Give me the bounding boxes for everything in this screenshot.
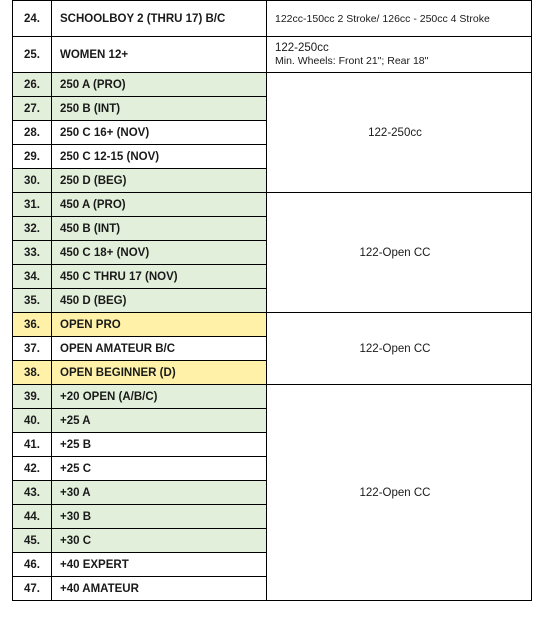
- class-name: 250 C 16+ (NOV): [52, 121, 267, 145]
- class-number: 28.: [13, 121, 52, 145]
- table-row: [13, 1, 532, 37]
- table-row: [13, 313, 532, 337]
- class-number: 42.: [13, 457, 52, 481]
- class-name: WOMEN 12+: [52, 37, 267, 73]
- class-name: OPEN AMATEUR B/C: [52, 337, 267, 361]
- displacement-cell: 122-250cc: [267, 73, 532, 193]
- class-name: 450 D (BEG): [52, 289, 267, 313]
- displacement-cell: 122-Open CC: [267, 193, 532, 313]
- class-number: 44.: [13, 505, 52, 529]
- table-row: [13, 193, 532, 217]
- displacement-text: 122cc-150cc 2 Stroke/ 126cc - 250cc 4 Stroke: [275, 12, 490, 25]
- class-number: 43.: [13, 481, 52, 505]
- class-name: 250 B (INT): [52, 97, 267, 121]
- class-number: 40.: [13, 409, 52, 433]
- class-name: 250 D (BEG): [52, 169, 267, 193]
- class-name: 250 A (PRO): [52, 73, 267, 97]
- class-number: 32.: [13, 217, 52, 241]
- class-number: 27.: [13, 97, 52, 121]
- class-number: 41.: [13, 433, 52, 457]
- table-row: [13, 385, 532, 409]
- class-number: 39.: [13, 385, 52, 409]
- class-name: SCHOOLBOY 2 (THRU 17) B/C: [52, 1, 267, 37]
- displacement-cell: 122-Open CC: [267, 313, 532, 385]
- class-name: 250 C 12-15 (NOV): [52, 145, 267, 169]
- class-name: 450 C THRU 17 (NOV): [52, 265, 267, 289]
- class-name: +40 EXPERT: [52, 553, 267, 577]
- class-number: 47.: [13, 577, 52, 601]
- table-row: [13, 37, 532, 73]
- class-name: 450 A (PRO): [52, 193, 267, 217]
- class-number: 26.: [13, 73, 52, 97]
- class-number: 36.: [13, 313, 52, 337]
- displacement-cell: 122-Open CC: [267, 385, 532, 601]
- class-number: 25.: [13, 37, 52, 73]
- class-name: +30 A: [52, 481, 267, 505]
- class-name: +30 B: [52, 505, 267, 529]
- wheel-requirement-text: Min. Wheels: Front 21"; Rear 18": [275, 54, 429, 67]
- table-row: [13, 73, 532, 97]
- class-name: +25 C: [52, 457, 267, 481]
- class-name: 450 C 18+ (NOV): [52, 241, 267, 265]
- class-name: +30 C: [52, 529, 267, 553]
- class-number: 45.: [13, 529, 52, 553]
- displacement-cell: [267, 37, 532, 73]
- class-name: +20 OPEN (A/B/C): [52, 385, 267, 409]
- class-number: 46.: [13, 553, 52, 577]
- displacement-cell: [267, 1, 532, 37]
- class-number: 29.: [13, 145, 52, 169]
- class-number: 37.: [13, 337, 52, 361]
- class-number: 31.: [13, 193, 52, 217]
- class-number: 33.: [13, 241, 52, 265]
- class-name: +25 A: [52, 409, 267, 433]
- class-number: 35.: [13, 289, 52, 313]
- class-table: [12, 0, 532, 601]
- class-name: 450 B (INT): [52, 217, 267, 241]
- class-number: 34.: [13, 265, 52, 289]
- class-name: +25 B: [52, 433, 267, 457]
- class-name: +40 AMATEUR: [52, 577, 267, 601]
- class-number: 30.: [13, 169, 52, 193]
- class-number: 38.: [13, 361, 52, 385]
- displacement-text: 122-250cc: [275, 41, 329, 54]
- class-name: OPEN BEGINNER (D): [52, 361, 267, 385]
- class-name: OPEN PRO: [52, 313, 267, 337]
- class-number: 24.: [13, 1, 52, 37]
